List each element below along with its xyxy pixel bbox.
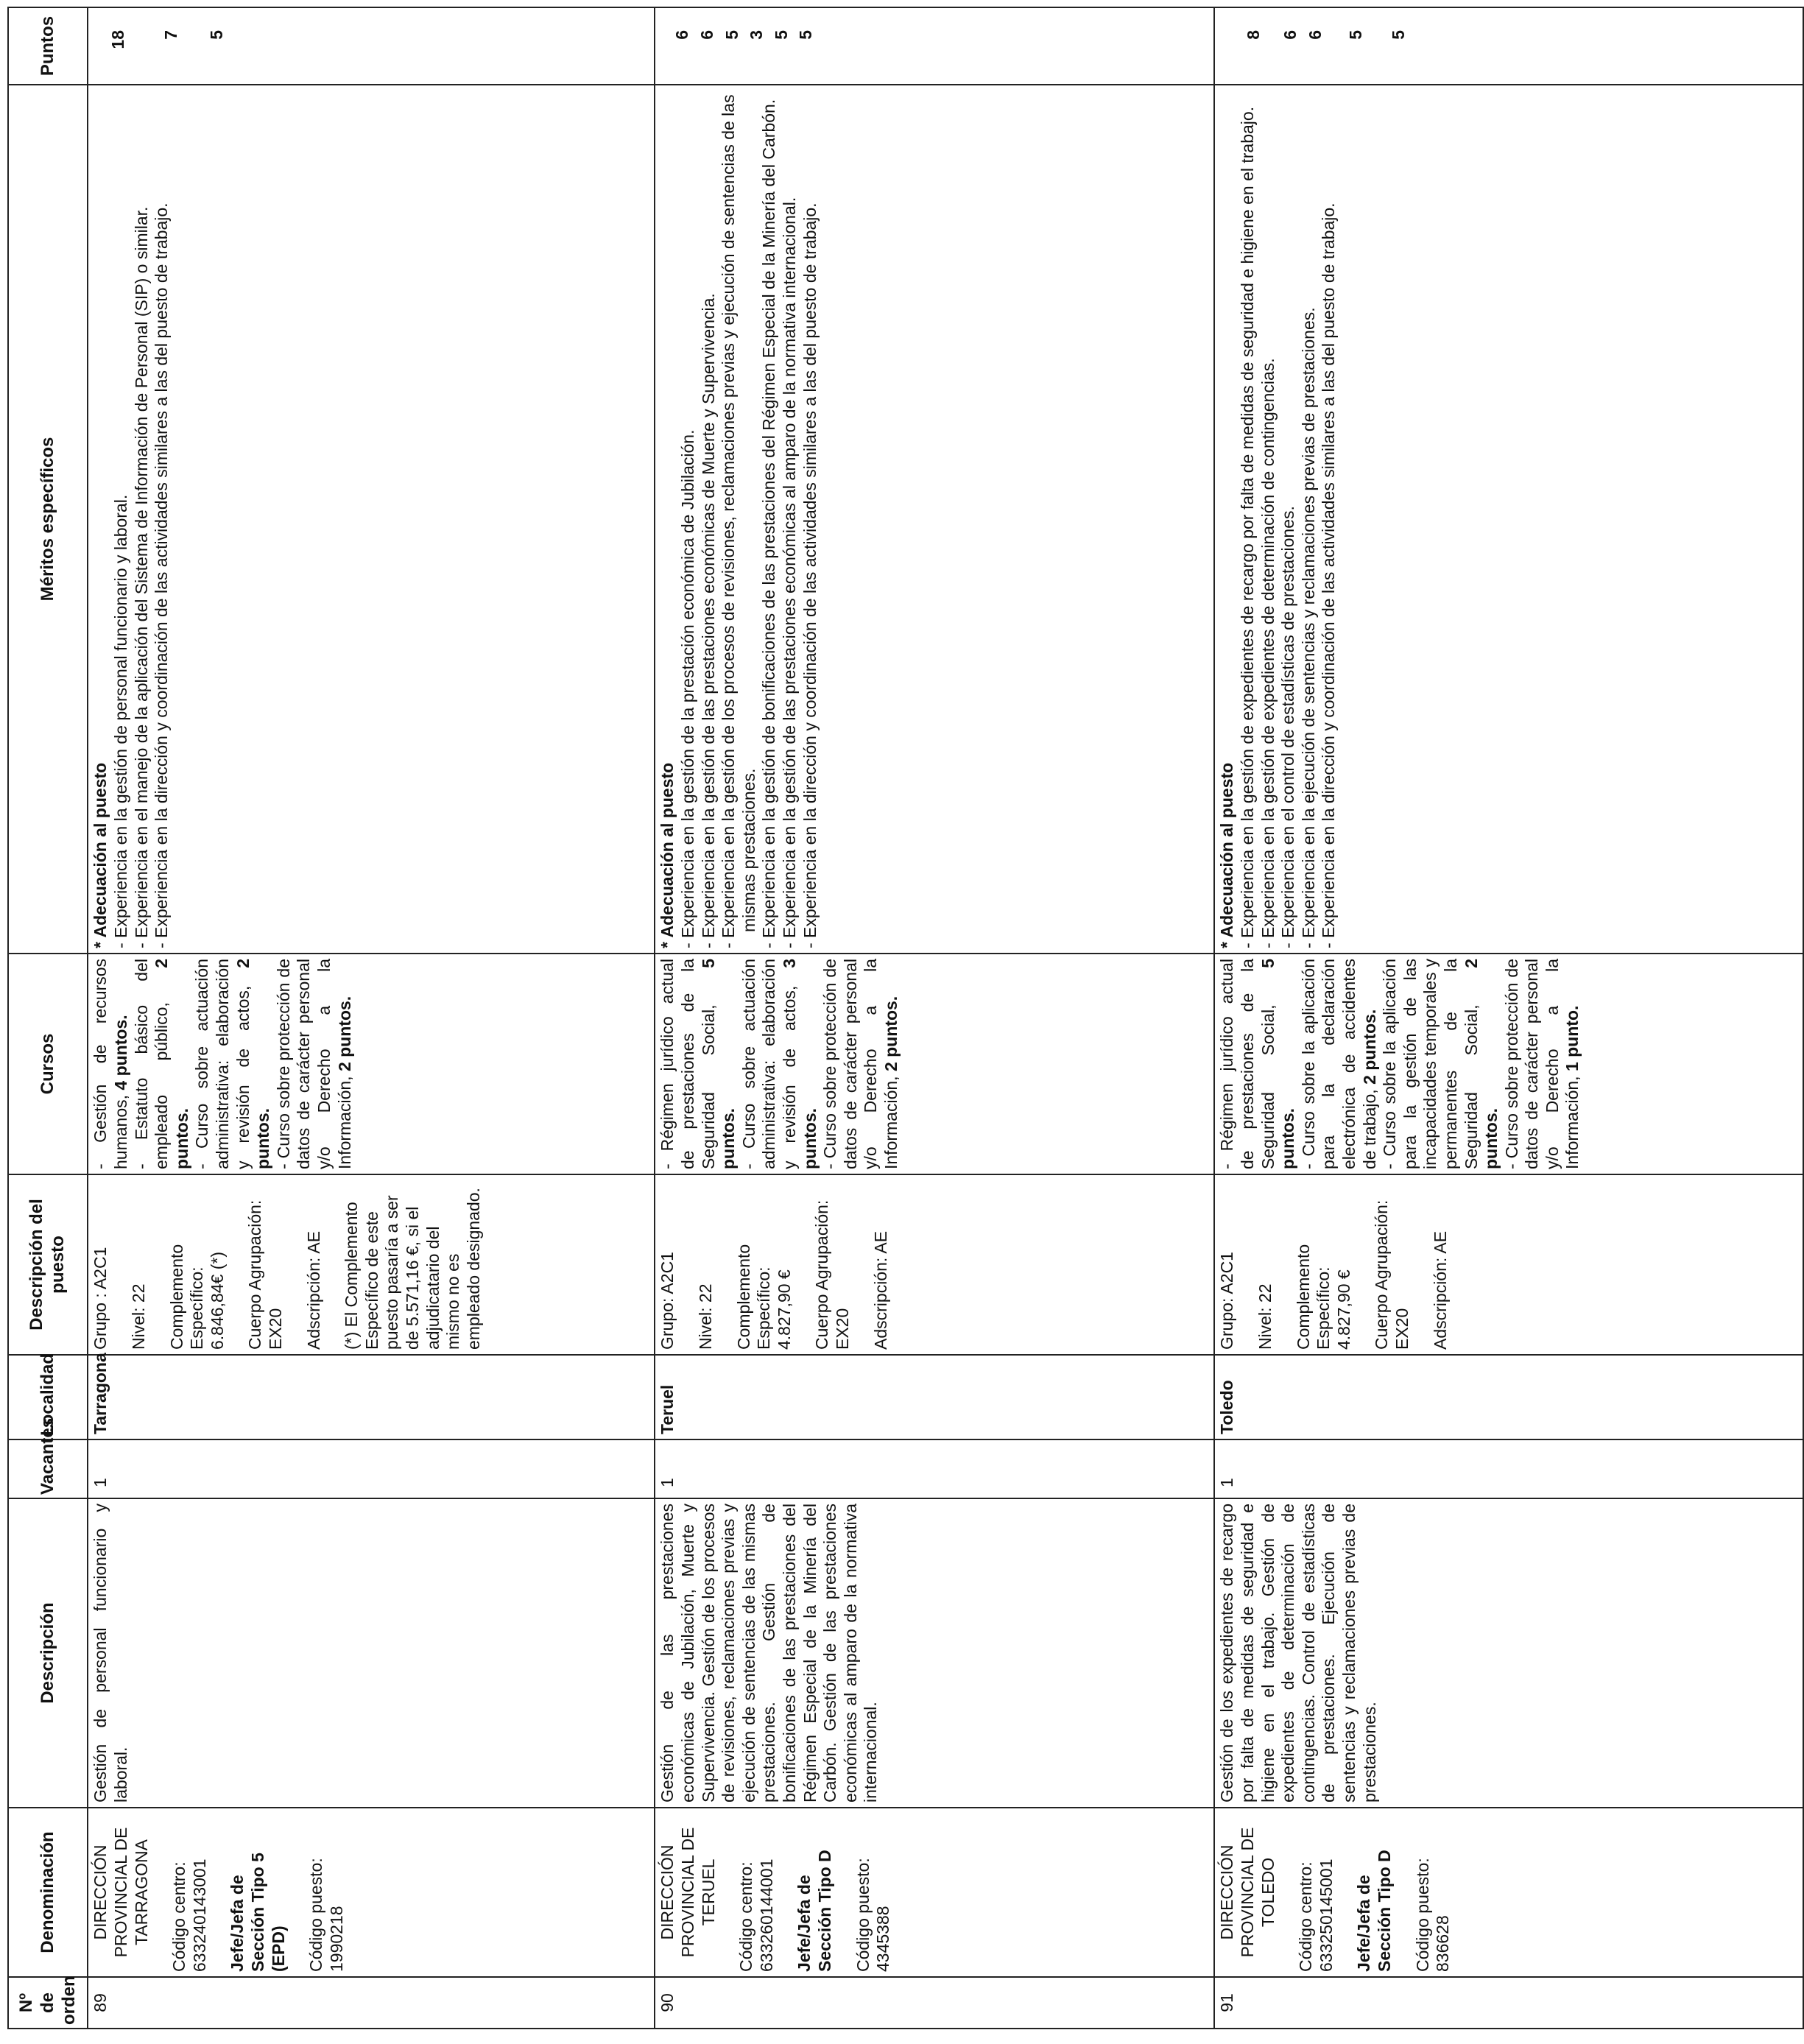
nivel: Nivel: 22 [128,1283,148,1350]
codigo-puesto-label: Código puesto: [306,1858,326,1972]
curso-puntos: 3 puntos. [779,959,820,1169]
complemento-label: Complemento Específico: [733,1244,774,1350]
cell-descripcion: Gestión de personal funcionario y laboral. [88,1498,655,1808]
complemento: 4.827,90 € [1333,1269,1353,1350]
merito-item: - Experiencia en el manejo de la aplicación del Sistema de Información de Personal (SIP) o similar. [131,206,151,948]
curso-puntos: 2 puntos. [1461,959,1501,1169]
cell-vacantes: 1 [88,1439,655,1498]
cell-localidad: Teruel [655,1355,1214,1439]
cell-meritos [1214,85,1803,954]
complemento-label: Complemento Específico: [1293,1244,1333,1350]
cell-denominacion [655,1808,1214,1977]
curso-text: - Curso sobre actuación administrativa: elaboración y revisión de actos, [192,959,253,1169]
curso-item [1299,959,1380,1169]
col-header-meritos: Méritos específicos [8,85,88,954]
merito-item: - Experiencia en la gestión de expedientes de determinación de contingencias. [1258,358,1278,948]
col-header-localidad: Localidad [8,1355,88,1439]
merito-item: - Experiencia en la gestión de expedientes de recargo por falta de medidas de seguridad e higiene en el trabajo. [1237,106,1257,948]
merito-item: - Experiencia en la gestión de las prestaciones económicas de Muerte y Supervivencia. [698,293,718,948]
puesto-title: Jefe/Jefa de Sección Tipo D [1354,1850,1394,1972]
curso-item [658,959,739,1169]
cell-localidad: Tarragona [88,1355,655,1439]
nota: (*) El Complemento Específico de este puesto pasaría a ser de 5.571,16 €, si el adjudicatario del mismo no es empleado designado. [342,1188,483,1350]
org-name: DIRECCIÓN PROVINCIAL DE TOLEDO [1217,1827,1278,1958]
grupo: Grupo : A2C1 [91,1247,110,1350]
curso-item [1217,959,1298,1169]
curso-puntos: 5 puntos. [1258,959,1298,1169]
merito-item: - Experiencia en la dirección y coordinación de las actividades similares a las del puesto de trabajo. [152,202,172,948]
cell-cursos [88,954,655,1174]
col-header-vacantes: Vacantes [8,1439,88,1498]
curso-item [1502,959,1583,1169]
cell-meritos [655,85,1214,954]
complemento: 6.846,84€ (*) [207,1252,227,1350]
merito-item: - Experiencia en la dirección y coordinación de las actividades similares a las del puesto de trabajo. [1319,202,1339,948]
merito-item: - Experiencia en la ejecución de sentencias y reclamaciones previas de prestaciones. [1298,307,1318,948]
complemento-label: Complemento Específico: [166,1244,207,1350]
cell-meritos [88,85,655,954]
puntos-value: 5 [771,30,791,40]
puntos-value: 3 [747,30,767,40]
nivel: Nivel: 22 [1255,1283,1275,1350]
curso-item [192,959,273,1169]
merito-item: - Experiencia en la gestión de bonificaciones de las prestaciones del Régimen Especial de la Minería del Carbón. [759,99,779,948]
curso-text: - Estatuto básico del empleado público, [131,959,172,1169]
vacancy-table [7,7,1804,2029]
adecuacion-heading: * Adecuación al puesto [91,762,110,948]
cell-cursos [655,954,1214,1174]
org-name: DIRECCIÓN PROVINCIAL DE TERUEL [658,1827,718,1958]
cell-puntos [655,7,1214,85]
puntos-value: 5 [722,30,741,40]
cell-cursos [1214,954,1803,1174]
merito-item: - Experiencia en la gestión de personal funcionario y laboral. [110,494,130,948]
cell-vacantes: 1 [655,1439,1214,1498]
curso-item [739,959,820,1169]
col-header-descripcion-puesto: Descripción del puesto [8,1174,88,1355]
curso-text: - Curso sobre la aplicación para la declaración electrónica de accidentes de trabajo, [1298,959,1379,1169]
curso-text: - Curso sobre la aplicación para la gestión de las incapacidades temporales y permanentes de la Seguridad Social, [1380,959,1481,1169]
cell-orden: 89 [88,1977,655,2029]
curso-puntos: 5 puntos. [698,959,739,1169]
codigo-centro-label: Código centro: [1296,1861,1316,1972]
curso-text: - Curso sobre protección de datos de carácter personal y/o Derecho a la Información, [820,959,901,1169]
curso-text: - Gestión de recursos humanos, [91,959,130,1169]
curso-item [1380,959,1502,1169]
table-row [88,7,655,2029]
codigo-centro: 633250145001 [1316,1858,1336,1972]
table-row [655,7,1214,2029]
cuerpo-label: Cuerpo Agrupación: [245,1199,265,1350]
curso-text: - Curso sobre actuación administrativa: elaboración y revisión de actos, [739,959,799,1169]
codigo-centro: 633260144001 [756,1858,776,1972]
complemento: 4.827,90 € [774,1269,794,1350]
codigo-puesto-label: Código puesto: [1412,1858,1432,1972]
puntos-value: 6 [1280,30,1300,40]
puntos-value: 7 [161,30,180,40]
curso-text: - Régimen jurídico actual de prestaciones de la Seguridad Social, [658,959,718,1169]
curso-puntos: 1 punto. [1562,1005,1582,1072]
curso-item [91,959,131,1169]
cell-orden: 91 [1214,1977,1803,2029]
curso-puntos: 2 puntos. [152,959,191,1169]
curso-item [820,959,901,1169]
puntos-value: 5 [796,30,816,40]
adscripcion: Adscripción: AE [1430,1230,1450,1350]
cell-descripcion-puesto [1214,1174,1803,1355]
curso-puntos: 4 puntos. [110,1015,130,1090]
cell-denominacion [1214,1808,1803,1977]
codigo-puesto: 4345388 [873,1906,893,1972]
cuerpo-label: Cuerpo Agrupación: [812,1199,832,1350]
cuerpo-label: Cuerpo Agrupación: [1372,1199,1392,1350]
curso-puntos: 2 puntos. [881,995,901,1072]
cell-descripcion-puesto [88,1174,655,1355]
puntos-value: 18 [108,30,128,49]
merito-item: - Experiencia en el control de estadísticas de prestaciones. [1278,506,1298,948]
col-header-denominacion: Denominación [8,1808,88,1977]
curso-puntos: 2 puntos. [233,959,273,1169]
col-header-descripcion: Descripción [8,1498,88,1808]
curso-puntos: 2 puntos. [334,995,354,1072]
adecuacion-heading: * Adecuación al puesto [658,762,677,948]
cell-descripcion: Gestión de los expedientes de recargo por falta de medidas de seguridad e higiene en el trabajo. Gestión de expedientes de determinación de contingencias. Control de estadísticas de prestaciones. Ejecución de sentencias y reclamaciones previas de prestaciones. [1214,1498,1803,1808]
nivel: Nivel: 22 [695,1283,715,1350]
curso-item [274,959,355,1169]
curso-puntos: 2 puntos. [1359,1009,1379,1085]
adscripcion: Adscripción: AE [870,1230,890,1350]
cuerpo: EX20 [265,1308,285,1350]
table-body [88,7,1803,2029]
adecuacion-heading: * Adecuación al puesto [1217,762,1237,948]
codigo-puesto: 836628 [1433,1915,1453,1972]
cell-puntos [1214,7,1803,85]
adscripcion: Adscripción: AE [303,1230,323,1350]
org-name: DIRECCIÓN PROVINCIAL DE TARRAGONA [91,1827,151,1958]
codigo-puesto: 1990218 [326,1906,346,1972]
codigo-centro-label: Código centro: [169,1861,189,1972]
puntos-value: 5 [206,30,226,40]
curso-text: - Régimen jurídico actual de prestaciones de la Seguridad Social, [1217,959,1278,1169]
cuerpo: EX20 [1392,1308,1412,1350]
merito-item: - Experiencia en la gestión de los procesos de revisiones, reclamaciones previas y ejecución de sentencias de las mismas prestaciones. [719,94,758,948]
cell-denominacion [88,1808,655,1977]
cell-localidad: Toledo [1214,1355,1803,1439]
table-row [1214,7,1803,2029]
puntos-value: 5 [1388,30,1408,40]
puntos-value: 6 [697,30,716,40]
grupo: Grupo: A2C1 [1217,1252,1237,1350]
cell-vacantes: 1 [1214,1439,1803,1498]
merito-item: - Experiencia en la gestión de las prestaciones económicas al amparo de la normativa internacional. [779,197,799,948]
cell-puntos [88,7,655,85]
puesto-title: Jefe/Jefa de Sección Tipo 5 (EPD) [228,1853,288,1972]
codigo-centro: 633240143001 [189,1858,209,1972]
puntos-value: 8 [1244,30,1264,40]
col-header-orden: Nº de orden [8,1977,88,2029]
merito-item: - Experiencia en la dirección y coordinación de las actividades similares a las del puesto de trabajo. [800,202,820,948]
codigo-puesto-label: Código puesto: [853,1858,873,1972]
codigo-centro-label: Código centro: [736,1861,756,1972]
cell-descripcion-puesto [655,1174,1214,1355]
cuerpo: EX20 [832,1308,852,1350]
merito-item: - Experiencia en la gestión de la prestación económica de Jubilación. [677,429,697,948]
col-header-cursos: Cursos [8,954,88,1174]
puntos-value: 5 [1346,30,1366,40]
curso-text: - Curso sobre protección de datos de carácter personal y/o Derecho a la Información, [273,959,354,1169]
grupo: Grupo: A2C1 [658,1252,677,1350]
col-header-puntos: Puntos [8,7,88,85]
puntos-value: 6 [672,30,692,40]
puesto-title: Jefe/Jefa de Sección Tipo D [794,1850,834,1972]
curso-text: - Curso sobre protección de datos de carácter personal y/o Derecho a la Información, [1501,959,1582,1169]
curso-item [132,959,193,1169]
cell-descripcion: Gestión de las prestaciones económicas de Jubilación, Muerte y Supervivencia. Gestión de los procesos de revisiones, reclamaciones previas y ejecución de sentencias de las mismas prestaciones. Gestión de bonificaciones de las prestaciones del Régimen Especial de la Minería del Carbón. Gestión de las prestaciones económicas al amparo de la normativa internacional. [655,1498,1214,1808]
cell-orden: 90 [655,1977,1214,2029]
puntos-value: 6 [1305,30,1325,40]
header-row [8,7,88,2029]
